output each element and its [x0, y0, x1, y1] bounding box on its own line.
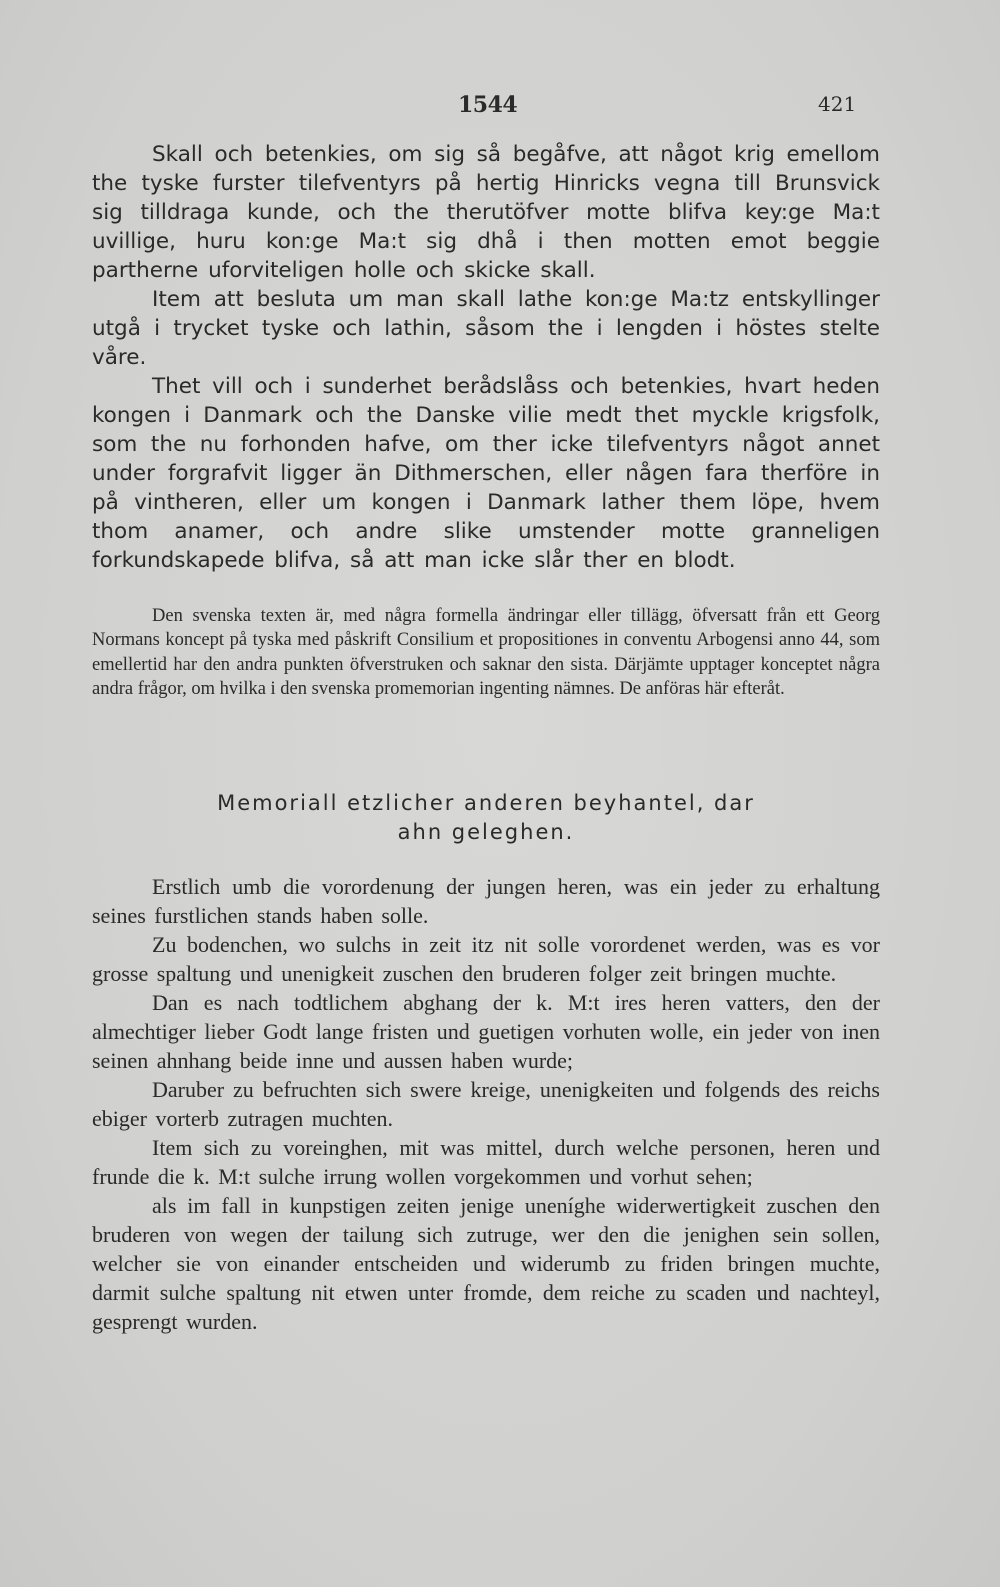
paragraph: Zu bodenchen, wo sulchs in zeit itz nit solle vorordenet werden, was es vor grosse spaltung und unenigkeit zuschen den bruderen folger zeit bringen muchte.	[92, 932, 880, 986]
page-year: 1544	[458, 92, 518, 118]
paragraph: Item att besluta um man skall lathe kon:ge Ma:tz entskyllinger utgå i trycket tyske och lathin, såsom the i lengden i höstes stelte våre.	[92, 287, 880, 370]
paragraph: Item sich zu voreinghen, mit was mittel, durch welche personen, heren und frunde die k. M:t sulche irrung wollen vorgekommen und vorhut sehen;	[92, 1135, 880, 1189]
page-header	[0, 92, 1000, 132]
paragraph: als im fall in kunpstigen zeiten jenige uneníghe widerwertigkeit zuschen den bruderen von wegen der tailung sich zutruge, wer den die jenighen sein sollen, welcher sie von einander entscheiden und widerumb zu friden bringen muchte, darmit sulche spaltung nit etwen unter fromde, dem reiche zu scaden und nachteyl, gesprengt wurden.	[92, 1193, 880, 1334]
paragraph: Dan es nach todtlichem abghang der k. M:t ires heren vatters, den der almechtiger lieber Godt lange fristen und guetigen vorhuten wolle, ein jeder von inen seinen ahnhang beide inne und aussen haben wurde;	[92, 990, 880, 1073]
note-paragraph: Den svenska texten är, med några formella ändringar eller tillägg, öfversatt från ett Georg Normans koncept på tyska med påskrift Consilium et propositiones in conventu Arbogensi anno 44, som emellertid har den andra punkten öfverstruken och saknar den sista. Därjämte upptager konceptet några andra frågor, om hvilka i den svenska promemorian ingenting nämnes. De anföras här efteråt.	[92, 606, 880, 699]
section-heading	[92, 789, 880, 847]
paragraph: Skall och betenkies, om sig så begåfve, att något krig emellom the tyske furster tilefventyrs på hertig Hinricks vegna till Brunsvick sig tilldraga kunde, och the therutöfver motte blifva key:ge Ma:t uvillige, huru kon:ge Ma:t sig dhå i then motten emot beggie partherne uforviteligen holle och skicke skall.	[92, 142, 880, 283]
page-number: 421	[818, 92, 857, 116]
heading-line-1: Memoriall etzlicher anderen beyhantel, dar	[217, 791, 755, 815]
german-memorial-text	[92, 872, 880, 1336]
editorial-note	[92, 604, 880, 701]
swedish-memorandum-text	[92, 140, 880, 575]
paragraph: Thet vill och i sunderhet berådslåss och betenkies, hvart heden kongen i Danmark och the Danske vilie medt thet myckle krigsfolk, som the nu forhonden hafve, om ther icke tilefventyrs något annet under forgrafvit ligger än Dithmerschen, eller någen fara therföre in på vintheren, eller um kongen i Danmark lather them löpe, hvem thom anamer, och andre slike umstender motte granneligen forkundskapede blifva, så att man icke slår ther en blodt.	[92, 374, 880, 573]
paragraph: Erstlich umb die vorordenung der jungen heren, was ein jeder zu erhaltung seines furstlichen stands haben solle.	[92, 874, 880, 928]
paragraph: Daruber zu befruchten sich swere kreige, unenigkeiten und folgends des reichs ebiger vorterb zutragen muchten.	[92, 1077, 880, 1131]
heading-line-2: ahn geleghen.	[397, 820, 575, 844]
